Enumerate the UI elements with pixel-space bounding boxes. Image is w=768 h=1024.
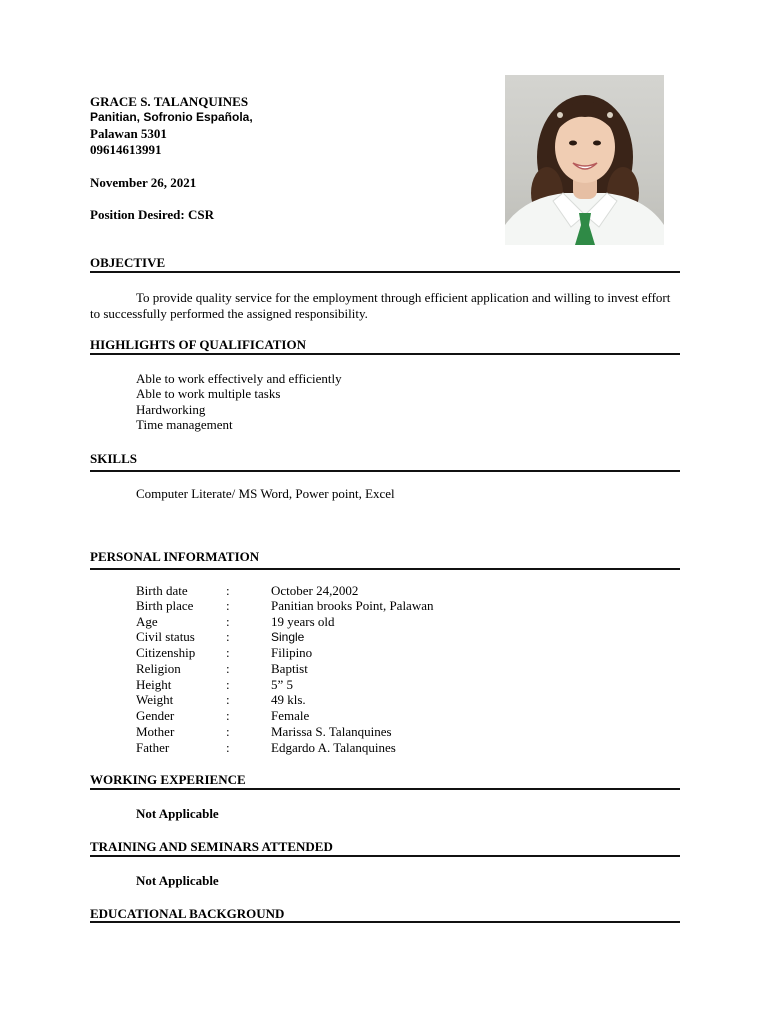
info-label: Citizenship (136, 645, 196, 660)
info-colon: : (226, 724, 230, 739)
personal-info-heading: PERSONAL INFORMATION (90, 549, 260, 564)
info-value: 5” 5 (271, 677, 294, 692)
info-colon: : (226, 614, 230, 629)
phone-number: 09614613991 (90, 142, 162, 157)
highlight-item: Able to work effectively and efficiently (136, 371, 342, 386)
info-label: Age (136, 614, 158, 629)
info-label: Weight (136, 692, 174, 707)
applicant-name: GRACE S. TALANQUINES (90, 94, 249, 109)
info-value: 19 years old (271, 614, 335, 629)
info-colon: : (226, 740, 230, 755)
portrait-illustration (505, 75, 664, 245)
highlight-item: Hardworking (136, 402, 206, 417)
info-value: Female (271, 708, 310, 723)
info-value: Baptist (271, 661, 308, 676)
work-experience-text: Not Applicable (136, 806, 219, 821)
info-colon: : (226, 645, 230, 660)
info-colon: : (226, 583, 230, 598)
info-colon: : (226, 677, 230, 692)
highlights-divider (90, 353, 680, 355)
highlights-heading: HIGHLIGHTS OF QUALIFICATION (90, 337, 306, 352)
info-colon: : (226, 598, 230, 613)
info-label: Religion (136, 661, 181, 676)
skills-heading: SKILLS (90, 451, 137, 466)
info-value: Single (271, 630, 305, 644)
training-text: Not Applicable (136, 873, 219, 888)
skills-text: Computer Literate/ MS Word, Power point, Excel (136, 486, 395, 501)
address-line-1: Panitian, Sofronio Española, (90, 110, 253, 124)
document-date: November 26, 2021 (90, 175, 197, 190)
info-label: Mother (136, 724, 175, 739)
objective-text: To provide quality service for the employment through efficient application and willing to invest effort to successfully performed the assigned responsibility. (90, 290, 671, 321)
info-label: Birth place (136, 598, 194, 613)
skills-divider (90, 470, 680, 472)
info-value: Edgardo A. Talanquines (271, 740, 396, 755)
work-experience-divider (90, 788, 680, 790)
highlight-item: Able to work multiple tasks (136, 386, 281, 401)
info-colon: : (226, 692, 230, 707)
info-label: Civil status (136, 629, 195, 644)
info-value: Filipino (271, 645, 313, 660)
info-value: October 24,2002 (271, 583, 359, 598)
info-label: Height (136, 677, 172, 692)
info-label: Gender (136, 708, 175, 723)
info-colon: : (226, 661, 230, 676)
work-experience-heading: WORKING EXPERIENCE (90, 772, 246, 787)
position-desired: Position Desired: CSR (90, 207, 214, 222)
info-label: Birth date (136, 583, 188, 598)
highlight-item: Time management (136, 417, 233, 432)
training-divider (90, 855, 680, 857)
personal-info-divider (90, 568, 680, 570)
training-heading: TRAINING AND SEMINARS ATTENDED (90, 839, 333, 854)
info-colon: : (226, 708, 230, 723)
objective-divider (90, 271, 680, 273)
applicant-photo (505, 75, 664, 245)
info-label: Father (136, 740, 170, 755)
education-heading: EDUCATIONAL BACKGROUND (90, 906, 285, 921)
info-value: Panitian brooks Point, Palawan (271, 598, 434, 613)
info-value: Marissa S. Talanquines (271, 724, 392, 739)
info-colon: : (226, 629, 230, 644)
info-value: 49 kls. (271, 692, 306, 707)
objective-heading: OBJECTIVE (90, 255, 166, 270)
education-divider (90, 921, 680, 923)
address-line-2: Palawan 5301 (90, 126, 167, 141)
